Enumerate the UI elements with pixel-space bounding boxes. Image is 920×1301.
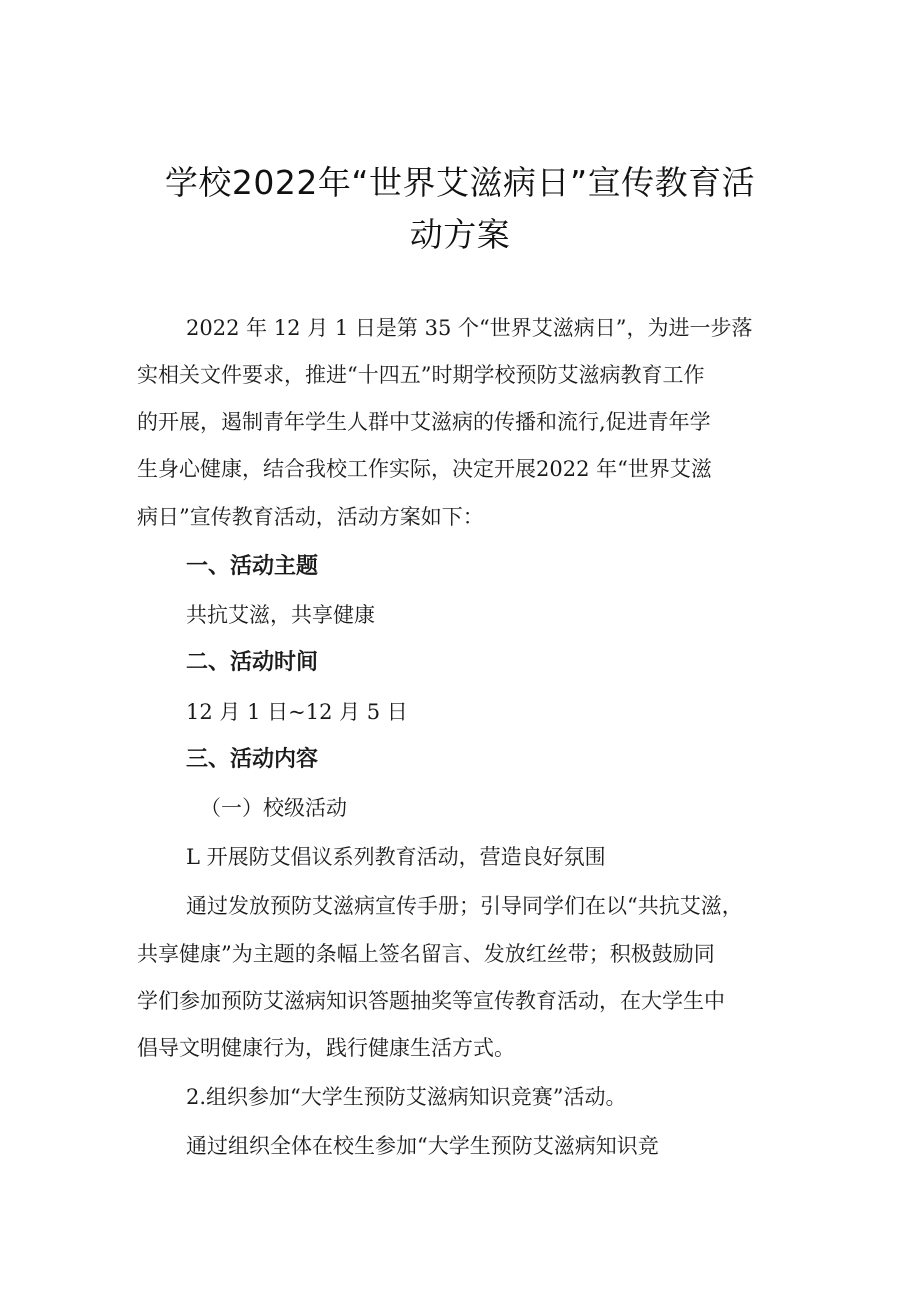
section-3-heading: 三、活动内容 xyxy=(186,747,319,772)
item-1-line-4: 倡导文明健康行为，践行健康生活方式。 xyxy=(137,1036,515,1060)
intro-line-2: 实相关文件要求，推进“十四五”时期学校预防艾滋病教育工作 xyxy=(137,363,705,387)
section-1-heading: 一、活动主题 xyxy=(186,554,319,579)
intro-line-3: 的开展，遏制青年学生人群中艾滋病的传播和流行,促进青年学 xyxy=(137,410,711,434)
item-1-line-3: 学们参加预防艾滋病知识答题抽奖等宣传教育活动，在大学生中 xyxy=(137,989,725,1013)
intro-line-4: 生身心健康，结合我校工作实际，决定开展2022 年“世界艾滋 xyxy=(137,457,712,481)
document-title-line-2: 动方案 xyxy=(409,215,511,254)
item-1-line-2: 共享健康”为主题的条幅上签名留言、发放红丝带；积极鼓励同 xyxy=(137,942,715,966)
item-1-heading: L 开展防艾倡议系列教育活动，营造良好氛围 xyxy=(186,845,606,869)
item-2-line-1: 通过组织全体在校生参加“大学生预防艾滋病知识竞 xyxy=(186,1134,659,1158)
intro-line-1: 2022 年 12 月 1 日是第 35 个“世界艾滋病日”，为进一步落 xyxy=(186,316,753,340)
section-1-text: 共抗艾滋，共享健康 xyxy=(186,603,375,627)
section-2-text: 12 月 1 日~12 月 5 日 xyxy=(186,700,408,724)
item-2-heading: 2.组织参加“大学生预防艾滋病知识竞赛”活动。 xyxy=(186,1085,627,1109)
document-title-line-1: 学校2022年“世界艾滋病日”宣传教育活 xyxy=(164,163,756,202)
subsection-1-heading: （一）校级活动 xyxy=(200,796,347,820)
section-2-heading: 二、活动时间 xyxy=(186,650,319,675)
item-1-line-1: 通过发放预防艾滋病宣传手册；引导同学们在以“共抗艾滋， xyxy=(186,894,743,918)
intro-line-5: 病日”宣传教育活动，活动方案如下： xyxy=(137,505,484,529)
